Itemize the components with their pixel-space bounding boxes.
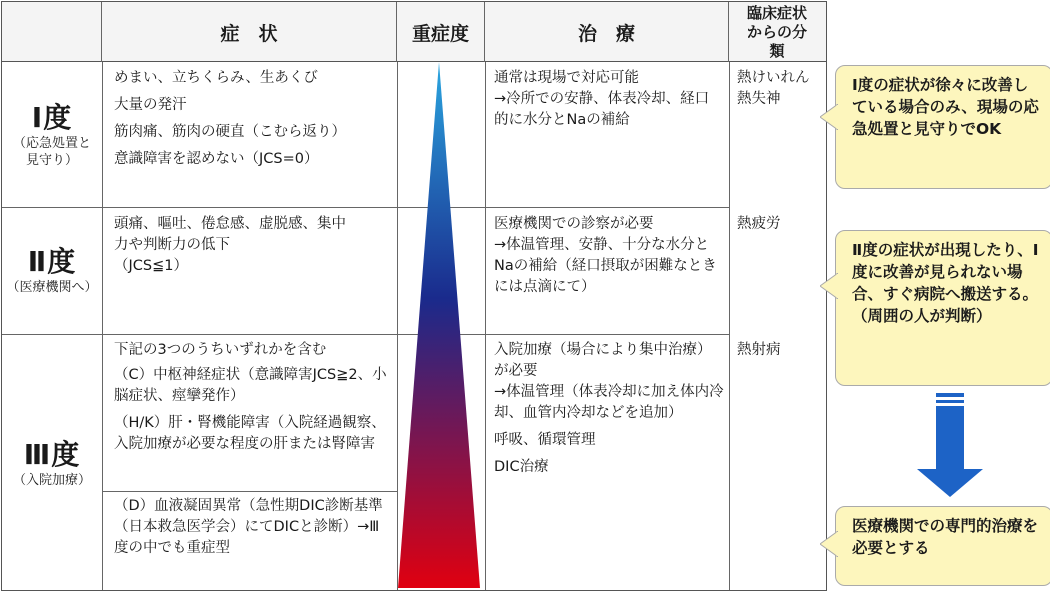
classification-line: 熱疲労: [737, 216, 781, 232]
callout-pointer: [820, 104, 838, 130]
treatment-line: →体温管理（体表冷却に加え体内冷却、血管内冷却などを追加）: [494, 384, 724, 421]
symptom-line: 大量の発汗: [114, 97, 187, 113]
treatment-line: →体温管理、安静、十分な水分とNaの補給（経口摂取が困難なときには点滴にて）: [494, 237, 717, 295]
grade-3-label: [2, 334, 102, 592]
column-divider: [729, 62, 730, 590]
grade-1-treatment: [494, 68, 722, 137]
callout-text: 医療機関での専門的治療を必要とする: [852, 517, 1039, 557]
classification-line: 熱失神: [737, 91, 781, 107]
grade-3-title: Ⅲ度: [23, 437, 81, 471]
grade-2-classification: [737, 214, 823, 241]
symptom-line: めまい、立ちくらみ、生あくび: [114, 70, 318, 86]
callout-pointer: [820, 273, 838, 299]
down-arrow-icon: [915, 393, 985, 499]
grade-1-sub: （応急処置と見守り）: [12, 135, 91, 168]
callout-text: Ⅱ度の症状が出現したり、Ⅰ度に改善が見られない場合、すぐ病院へ搬送する。（周囲の人が判断）: [852, 241, 1039, 325]
grade-1-classification: [737, 68, 823, 110]
grade-2-symptoms: [114, 214, 354, 283]
symptom-line: （H/K）肝・腎機能障害（入院経過観察、入院加療が必要な程度の肝または腎障害: [114, 415, 386, 452]
symptom-line: 意識障害を認めない（JCS=0）: [114, 151, 319, 167]
header-corner-cell: [2, 2, 102, 62]
grade-1-symptoms: [114, 68, 392, 176]
grade-2-treatment: [494, 214, 724, 304]
callout-grade-2: [835, 230, 1050, 386]
treatment-line: DIC治療: [494, 459, 549, 475]
symptom-line: （JCS≦1）: [114, 258, 188, 274]
grade-3-sub: （入院加療）: [12, 472, 91, 488]
classification-line: 熱射病: [737, 342, 781, 358]
column-divider: [102, 62, 103, 590]
grade-1-title: Ⅰ度: [31, 100, 73, 134]
severity-gradient-triangle: [395, 60, 483, 590]
column-divider: [485, 62, 486, 590]
symptom-line: 筋肉痛、筋肉の硬直（こむら返り）: [114, 124, 346, 140]
grade-3-symptoms: [114, 340, 390, 461]
symptom-line: （C）中枢神経症状（意識障害JCS≧2、小脳症状、痙攣発作）: [114, 367, 387, 404]
header-treatment: 治 療: [485, 2, 729, 62]
classification-line: 熱けいれん: [737, 70, 810, 86]
row-divider: [2, 207, 729, 208]
callout-grade-1: [835, 65, 1050, 189]
callout-grade-3: [835, 506, 1050, 586]
treatment-line: →冷所での安静、体表冷却、経口的に水分とNaの補給: [494, 91, 710, 128]
callout-pointer: [820, 531, 838, 557]
grade-2-title: Ⅱ度: [27, 245, 77, 278]
treatment-line: 通常は現場で対応可能: [494, 70, 639, 86]
grade-2-label: [2, 207, 102, 334]
callout-text: Ⅰ度の症状が徐々に改善している場合のみ、現場の応急処置と見守りでOK: [852, 76, 1039, 138]
grade-3-classification: [737, 340, 823, 367]
treatment-line: 医療機関での診察が必要: [494, 216, 654, 232]
row-divider: [2, 334, 729, 335]
table-header-row: [2, 2, 826, 62]
treatment-line: 入院加療（場合により集中治療）が必要: [494, 342, 712, 379]
grade-3-symptoms-d: [114, 496, 390, 565]
header-classification: 臨床症状からの分類: [746, 3, 807, 60]
row-divider: [102, 491, 397, 492]
grade-3-treatment: [494, 340, 724, 484]
symptom-line: （D）血液凝固異常（急性期DIC診断基準（日本救急医学会）にてDICと診断）→Ⅲ度の中でも重症型: [114, 498, 383, 556]
treatment-line: 呼吸、循環管理: [494, 432, 596, 448]
header-severity: 重症度: [397, 2, 485, 62]
severity-wedge: [398, 62, 480, 588]
grade-2-sub: （医療機関へ）: [6, 280, 98, 295]
grade-1-label: [2, 62, 102, 207]
header-symptoms: 症 状: [102, 2, 397, 62]
symptom-line: 下記の3つのうちいずれかを含む: [114, 342, 327, 358]
symptom-line: 頭痛、嘔吐、倦怠感、虚脱感、集中力や判断力の低下: [114, 216, 346, 253]
